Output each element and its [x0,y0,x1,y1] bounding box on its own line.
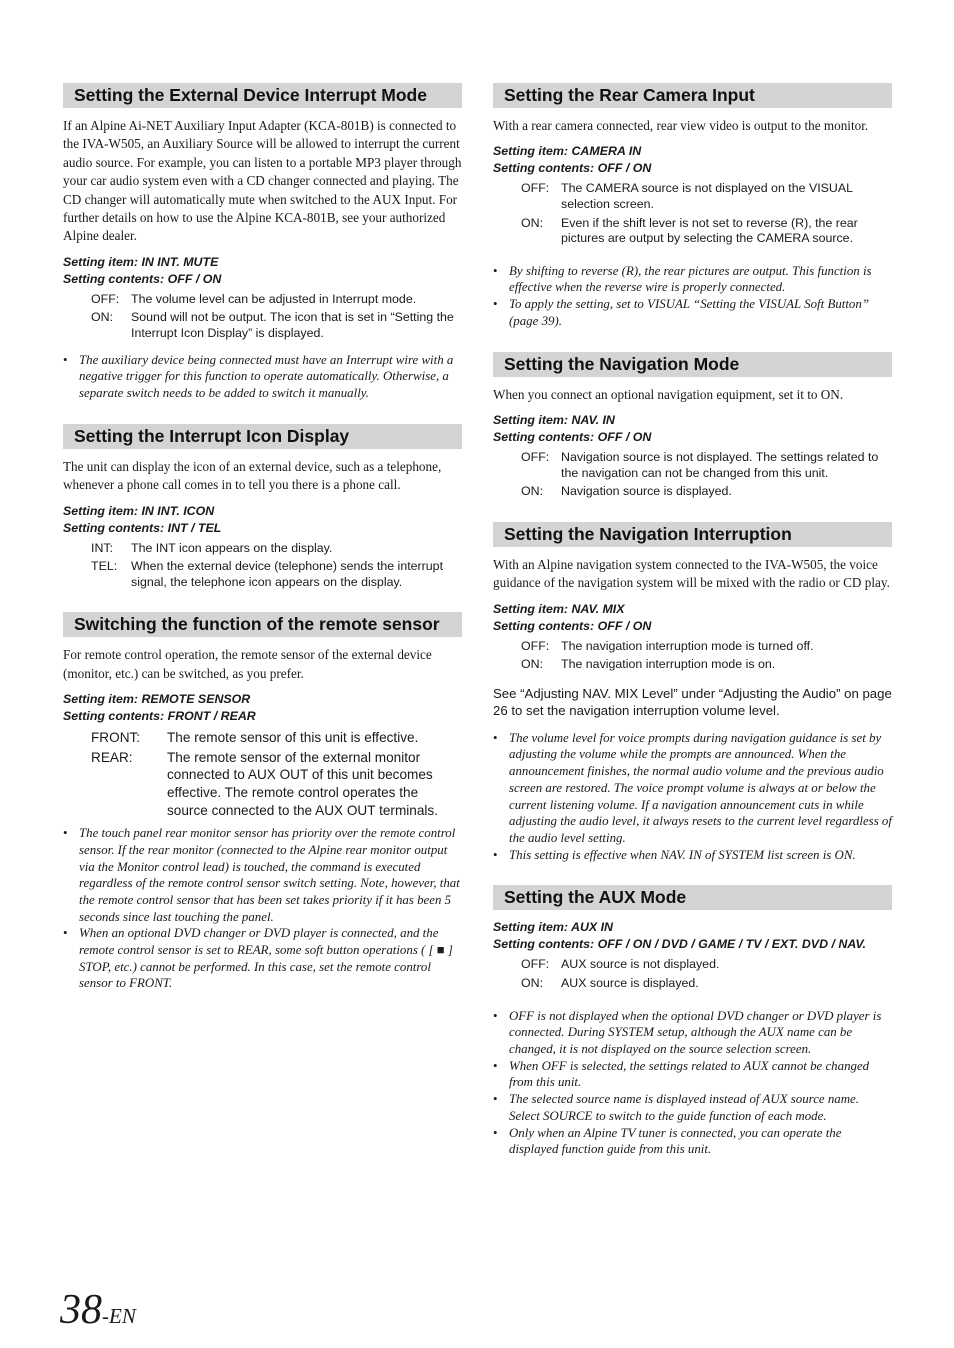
section-interrupt-icon [63,424,462,591]
option-list [91,729,462,819]
option-row [521,639,892,655]
option-key: ON: [521,484,544,499]
option-row [91,541,462,557]
setting-spec [63,254,462,288]
section-heading: Setting the Rear Camera Input [493,83,892,108]
section-body: When you connect an optional navigation equipment, set it to ON. [493,386,844,402]
option-key: OFF: [521,181,550,196]
setting-item: Setting item: NAV. MIX [493,601,625,616]
setting-spec [63,691,462,725]
bullet: • [493,1092,498,1107]
option-row [91,310,462,341]
option-key: OFF: [91,291,120,306]
setting-contents: Setting contents: OFF / ON [493,430,652,444]
option-key: REAR: [91,749,133,765]
section-external-interrupt [63,83,462,402]
note-item: • This setting is effective when NAV. IN of SYSTEM list screen is ON. [493,847,856,862]
right-column [493,83,892,1180]
option-key: OFF: [521,450,550,464]
option-row [91,292,462,308]
note-item: • When OFF is selected, the settings related to AUX cannot be changed from this unit. [493,1058,870,1090]
see-reference: See “Adjusting NAV. MIX Level” under “Adjusting the Audio” on page 26 to set the navigation interruption volume level. [493,685,892,719]
note-item: • The auxiliary device being connected must have an Interrupt wire with a negative trigger for this function to operate automatically. Otherwise, a separate switch needs to be added to switch it manually. [63,352,454,401]
option-key: FRONT: [91,730,141,746]
setting-spec [493,412,892,446]
setting-item: Setting item: IN INT. MUTE [63,254,219,269]
option-desc: The navigation interruption mode is turned off. [561,638,814,653]
note-item: • The selected source name is displayed instead of AUX source name. Select SOURCE to switch to the guide function of each mode. [493,1092,860,1123]
note-item: • OFF is not displayed when the optional DVD changer or DVD player is connected. During SYSTEM setup, although the AUX name can be changed, it is not displayed on the source selection screen. [493,1008,882,1056]
section-heading: Switching the function of the remote sensor [63,612,462,637]
setting-item: Setting item: IN INT. ICON [63,503,215,518]
setting-spec [493,601,892,635]
option-key: ON: [91,310,114,325]
option-row [521,181,892,212]
option-desc: The INT icon appears on the display. [131,540,333,555]
option-key: ON: [521,976,544,990]
option-key: ON: [521,215,544,230]
setting-item: Setting item: CAMERA IN [493,144,642,159]
left-column [63,83,462,1014]
setting-contents: Setting contents: OFF / ON [63,271,222,286]
setting-contents: Setting contents: INT / TEL [63,520,222,535]
setting-spec [493,143,892,177]
note-item: • When an optional DVD changer or DVD player is connected, and the remote control sensor is set to REAR, some soft button operations ( [ ■ ] STOP, etc.) cannot be performed. In this case, set the remote control sensor to FRONT. [63,926,453,991]
setting-contents: Setting contents: OFF / ON / DVD / GAME / TV / EXT. DVD / NAV. [493,937,866,952]
bullet: • [63,826,68,841]
option-key: INT: [91,540,114,555]
option-row [91,749,462,819]
section-heading: Setting the External Device Interrupt Mode [63,83,462,108]
setting-spec [63,503,462,537]
setting-contents: Setting contents: FRONT / REAR [63,709,256,724]
bullet: • [493,1125,498,1140]
option-desc: The remote sensor of the external monitor connected to AUX OUT of this unit becomes effective. The remote control operates the source connected to the AUX OUT terminals. [167,749,438,818]
option-desc: AUX source is displayed. [561,976,699,990]
note-item: • To apply the setting, set to VISUAL “Setting the VISUAL Soft Button” (page 39). [493,297,869,328]
setting-item: Setting item: AUX IN [493,920,614,935]
option-desc: The remote sensor of this unit is effective. [167,730,419,746]
setting-spec [493,919,892,953]
bullet: • [493,730,498,745]
bullet: • [493,1008,498,1023]
setting-contents: Setting contents: OFF / ON [493,161,652,176]
note-item: • The volume level for voice prompts during navigation guidance is set by adjusting the volume while the prompts are announced. When the announcement finishes, the normal audio volume and the previous audio screen are restored. The voice prompt volume is always at or below the current listening volume. If a navigation announcement cuts in while adjusting the audio level, it always resets to the current level regardless of the audio level setting. [493,730,892,845]
note-list [63,352,462,402]
note-list [493,1008,892,1158]
section-heading: Setting the Navigation Interruption [493,522,892,547]
page-number-suffix: -EN [102,1304,136,1328]
option-desc: Navigation source is not displayed. The settings related to the navigation can not be changed from this unit. [561,450,879,480]
option-key: TEL: [91,559,118,574]
option-row [521,450,892,481]
note-item: • The touch panel rear monitor sensor has priority over the remote control sensor. If the rear monitor (connected to the Alpine rear monitor output via the Monitor control lead) is touched, the command is executed regardless of the remote control sensor switch setting. Note, however, that the remote control sensor that has been set takes priority if it has been 5 seconds since last touching the panel. [63,826,460,924]
option-key: OFF: [521,957,550,972]
section-heading: Setting the Interrupt Icon Display [63,424,462,449]
option-row [521,957,892,973]
bullet: • [493,297,498,312]
option-desc: Navigation source is displayed. [561,484,732,499]
option-row [91,559,462,590]
bullet: • [493,1058,498,1073]
note-list [493,730,892,864]
option-desc: The CAMERA source is not displayed on the VISUAL selection screen. [561,181,853,211]
setting-contents: Setting contents: OFF / ON [493,618,652,633]
option-desc: When the external device (telephone) sends the interrupt signal, the telephone icon appears on the display. [131,559,444,589]
option-list [521,181,892,246]
option-desc: The navigation interruption mode is on. [561,657,776,672]
setting-item: Setting item: REMOTE SENSOR [63,692,251,707]
bullet: • [493,263,498,278]
section-remote-sensor [63,612,462,992]
option-list [91,541,462,591]
page-number [60,1286,136,1334]
option-list [91,292,462,342]
option-row [521,657,892,673]
option-key: OFF: [521,638,550,653]
option-desc: The volume level can be adjusted in Interrupt mode. [131,291,417,306]
note-item: • Only when an Alpine TV tuner is connected, you can operate the displayed function guide from this unit. [493,1125,842,1157]
section-rear-camera [493,83,892,330]
option-row [521,484,892,500]
section-heading: Setting the Navigation Mode [493,352,892,377]
option-list [521,450,892,500]
option-desc: Sound will not be output. The icon that is set in “Setting the Interrupt Icon Display” is displayed. [131,310,454,341]
section-body: If an Alpine Ai-NET Auxiliary Input Adapter (KCA-801B) is connected to the IVA-W505, an Auxiliary Source will be allowed to interrupt the current audio source. For example, you can listen to a portable MP3 player through your car audio system even with a CD changer connected and playing. The CD changer will automatically mute when switched to the AUX Input. For further details on how to use the Alpine KCA-801B, see your authorized Alpine dealer. [63,118,462,244]
bullet: • [493,847,498,862]
section-body: With an Alpine navigation system connected to the IVA-W505, the voice guidance of the navigation system will be mixed with the radio or CD play. [493,556,890,591]
bullet: • [63,926,68,941]
section-navigation-interruption [493,522,892,864]
section-body: For remote control operation, the remote sensor of the external device (monitor, etc.) can be switched, as you prefer. [63,647,432,681]
note-item: • By shifting to reverse (R), the rear pictures are output. This function is effective when the reverse wire is properly connected. [493,263,872,295]
option-row [521,216,892,247]
note-list [63,825,462,992]
page-number-value: 38 [60,1287,102,1333]
option-desc: AUX source is not displayed. [561,957,720,972]
option-desc: Even if the shift lever is not set to reverse (R), the rear pictures are output by selecting the CAMERA source. [561,215,858,246]
section-body: The unit can display the icon of an external device, such as a telephone, whenever a phone call comes in to tell you there is a phone call. [63,458,442,493]
section-aux-mode [493,885,892,1158]
option-key: ON: [521,657,544,672]
note-list [493,263,892,330]
setting-item: Setting item: NAV. IN [493,413,615,427]
bullet: • [63,352,68,367]
section-body: With a rear camera connected, rear view video is output to the monitor. [493,118,869,133]
option-row [521,976,892,992]
option-row [91,729,462,747]
option-list [521,957,892,991]
section-navigation-mode [493,352,892,500]
section-heading: Setting the AUX Mode [493,885,892,910]
option-list [521,639,892,673]
